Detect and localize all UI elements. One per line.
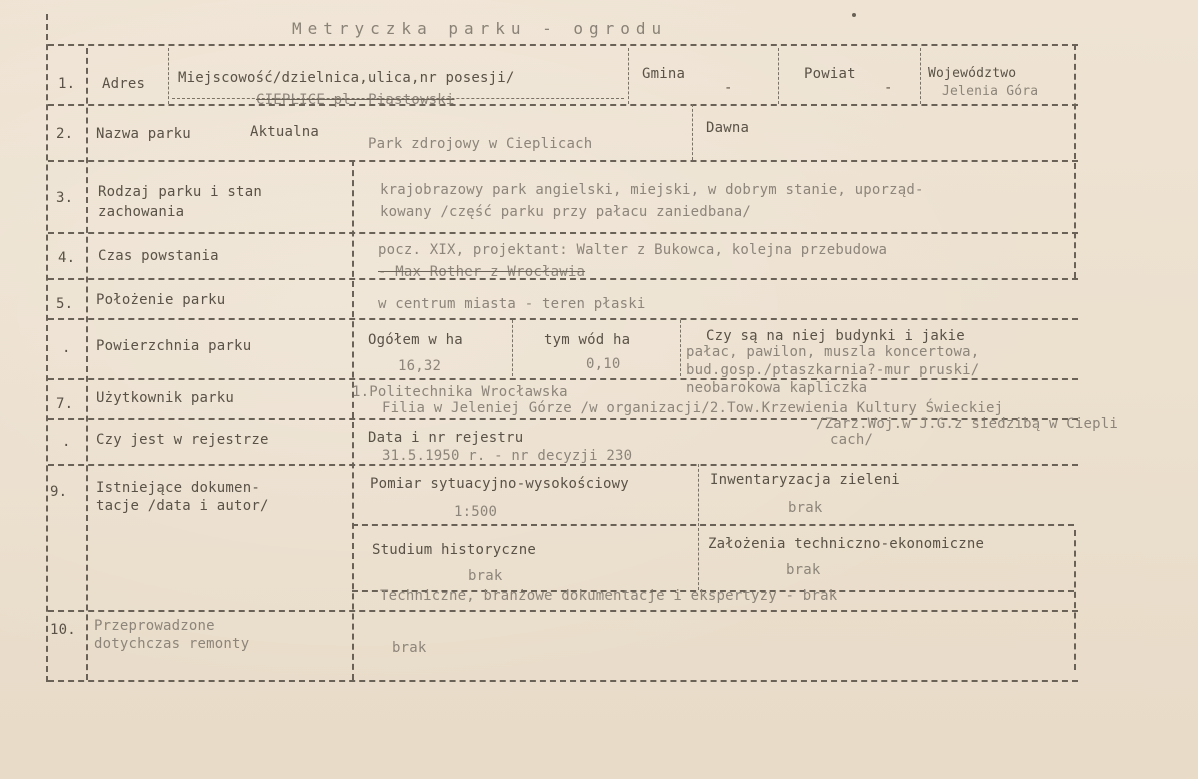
- survey-label: Pomiar sytuacyjno-wysokościowy: [370, 476, 629, 492]
- repairs-value: brak: [392, 640, 427, 656]
- powiat-value: -: [884, 80, 893, 96]
- row3-label-line2: zachowania: [98, 204, 185, 220]
- rule-r1-c: [778, 48, 779, 104]
- row8-label: Czy jest w rejestrze: [96, 432, 269, 448]
- history-study-label: Studium historyczne: [372, 542, 536, 558]
- row1-label: Adres: [102, 76, 146, 92]
- area-water-label: tym wód ha: [544, 332, 631, 348]
- rule-r1-a: [168, 48, 169, 104]
- voivodeship-label: Województwo: [928, 66, 1017, 81]
- row3-value-line1: krajobrazowy park angielski, miejski, w dobrym stanie, uporząd-: [380, 182, 924, 198]
- row10-number: 10.: [50, 622, 76, 638]
- buildings-label: Czy są na niej budynki i jakie: [706, 328, 965, 344]
- row2-number: 2.: [56, 126, 74, 142]
- current-name-value: Park zdrojowy w Cieplicach: [368, 136, 593, 152]
- row5-value: w centrum miasta - teren płaski: [378, 296, 646, 312]
- buildings-line1: pałac, pawilon, muszla koncertowa,: [686, 344, 980, 360]
- rule-r2: [48, 160, 1078, 162]
- area-water-value: 0,10: [586, 356, 621, 372]
- row7-label: Użytkownik parku: [96, 390, 235, 406]
- row4-value-line1: pocz. XIX, projektant: Walter z Bukowca, kolejna przebudowa: [378, 242, 888, 258]
- row6-number: .: [62, 340, 71, 356]
- row8-number: .: [62, 434, 71, 450]
- rule-label-col: [352, 160, 354, 680]
- register-value: 31.5.1950 r. - nr decyzji 230: [382, 448, 633, 464]
- row5-number: 5.: [56, 296, 74, 312]
- row6-label: Powierzchnia parku: [96, 338, 252, 354]
- history-study-value: brak: [468, 568, 503, 584]
- rule-r9: [48, 610, 1078, 612]
- inventory-label: Inwentaryzacja zieleni: [710, 472, 900, 488]
- row4-value-line2: - Max Rother z Wrocławia: [378, 264, 586, 280]
- row7-value-line1: 1.Politechnika Wrocławska: [352, 384, 568, 400]
- row9-label-line2: tacje /data i autor/: [96, 498, 269, 514]
- rule-bottom: [48, 680, 1078, 682]
- gmina-value: -: [724, 80, 733, 96]
- tech-econ-value: brak: [786, 562, 821, 578]
- rule-left: [46, 14, 48, 682]
- area-total-value: 16,32: [398, 358, 442, 374]
- tech-econ-label: Założenia techniczno-ekonomiczne: [708, 536, 985, 552]
- row3-number: 3.: [56, 190, 74, 206]
- rule-r1-b: [628, 48, 629, 104]
- rule-r8: [48, 464, 1078, 466]
- rule-r6-a: [512, 320, 513, 376]
- rule-r1: [48, 104, 1078, 106]
- row2-label: Nazwa parku: [96, 126, 191, 142]
- rule-r1-d: [920, 48, 921, 104]
- row3-label-line1: Rodzaj parku i stan: [98, 184, 262, 200]
- form-title: Metryczka parku - ogrodu: [292, 19, 668, 38]
- survey-value: 1:500: [454, 504, 498, 520]
- row7-number: 7.: [56, 396, 74, 412]
- current-name-label: Aktualna: [250, 124, 320, 140]
- row10-label-line2: dotychczas remonty: [94, 636, 250, 652]
- powiat-label: Powiat: [804, 66, 856, 82]
- row9-number: 9.: [50, 484, 68, 500]
- rule-r2-a: [692, 104, 693, 160]
- ink-dot: [852, 13, 856, 17]
- area-total-label: Ogółem w ha: [368, 332, 463, 348]
- inventory-value: brak: [788, 500, 823, 516]
- row5-label: Położenie parku: [96, 292, 226, 308]
- rule-r5: [48, 318, 1078, 320]
- address-label: Miejscowość/dzielnica,ulica,nr posesji/: [178, 70, 515, 86]
- row1-number: 1.: [58, 76, 76, 92]
- voivodeship-value: Jelenia Góra: [942, 84, 1039, 99]
- row9-label-line1: Istniejące dokumen-: [96, 480, 260, 496]
- rule-r9a: [352, 524, 1074, 526]
- register-label: Data i nr rejestru: [368, 430, 524, 446]
- gmina-label: Gmina: [642, 66, 686, 82]
- buildings-line2: bud.gosp./ptaszkarnia?-mur pruski/: [686, 362, 980, 378]
- row10-label-line1: Przeprowadzone: [94, 618, 215, 634]
- address-value: CIEPLICE pl. Piastowski: [256, 92, 455, 108]
- row4-label: Czas powstania: [98, 248, 219, 264]
- rule-right-bottom: [1074, 530, 1076, 670]
- rule-num-col: [86, 48, 88, 680]
- buildings-line3: neobarokowa kapliczka: [686, 380, 868, 396]
- rule-r6-b: [680, 320, 681, 376]
- expertise-label: Techniczne, branżowe dokumentacje i ekspertyzy - brak: [380, 588, 838, 604]
- row4-number: 4.: [58, 250, 76, 266]
- rule-r6: [48, 378, 1078, 380]
- row7-value-line3: /Zarz.Woj.w J.G.z siedzibą w Ciepli: [816, 416, 1119, 432]
- rule-r3: [48, 232, 1078, 234]
- row7-value-line2: Filia w Jeleniej Górze /w organizacji/2.Tow.Krzewienia Kultury Świeckiej: [382, 400, 1004, 416]
- rule-top: [48, 44, 1078, 46]
- rule-right-top: [1074, 44, 1076, 278]
- row3-value-line2: kowany /część parku przy pałacu zaniedbana/: [380, 204, 752, 220]
- rule-r9-a: [698, 464, 699, 590]
- former-name-label: Dawna: [706, 120, 750, 136]
- row7-value-line4: cach/: [830, 432, 874, 448]
